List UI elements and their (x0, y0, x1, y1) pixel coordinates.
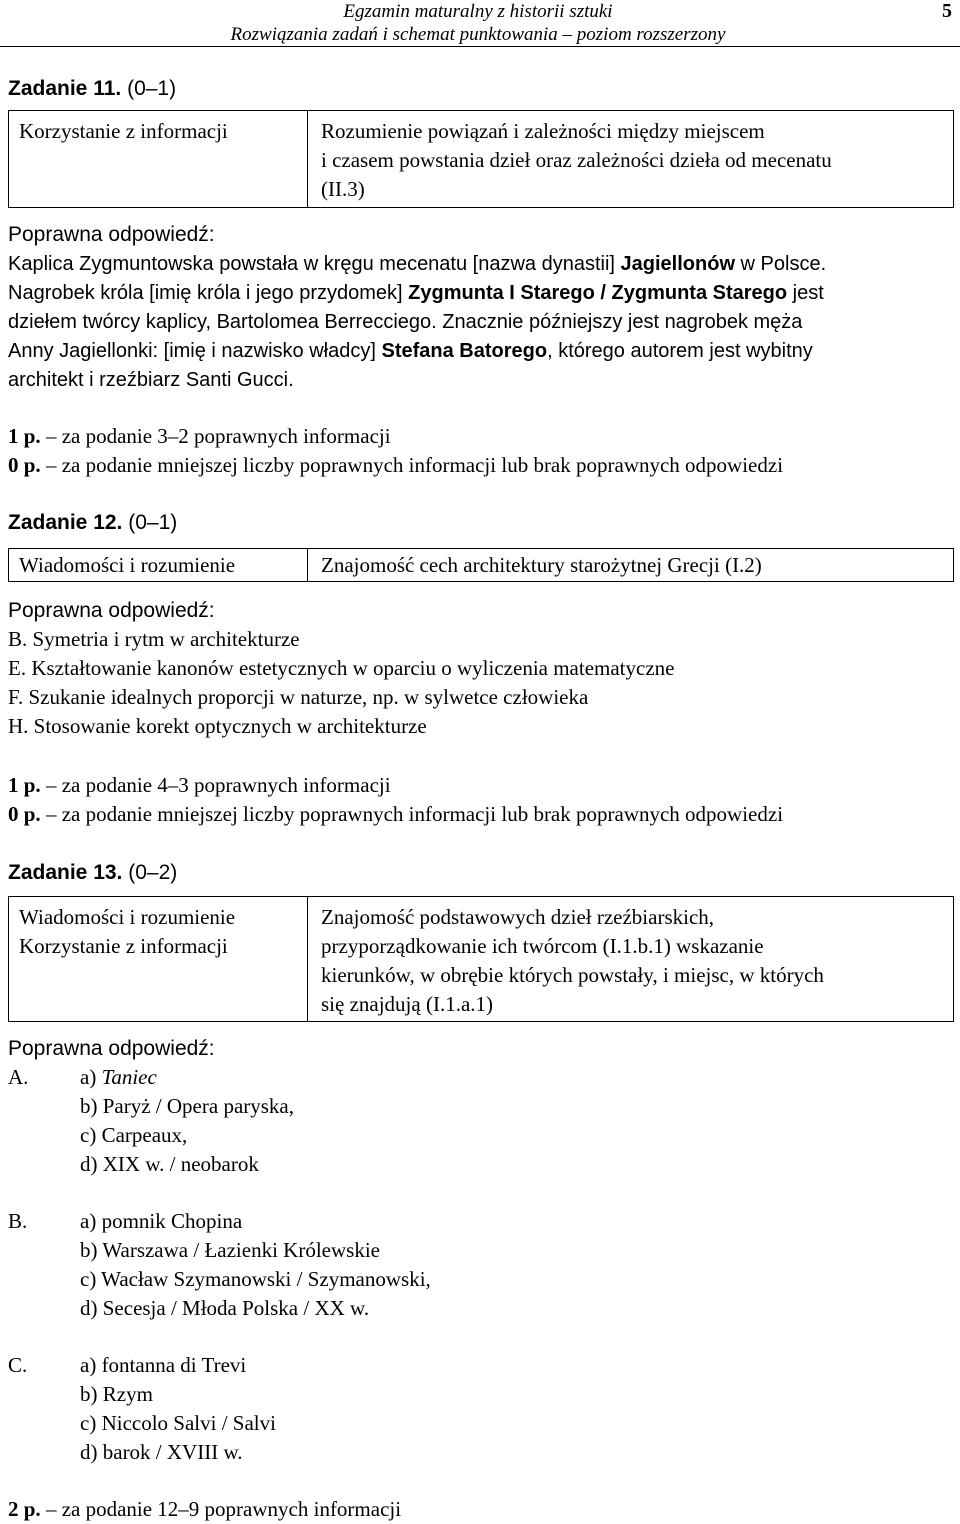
answer-line (80, 1063, 157, 1092)
answer-key-term: Jagiellonów (620, 253, 735, 275)
answer-text: Nagrobek króla [imię króla i jego przydomek] (8, 282, 409, 304)
task-11-answer-paragraph (8, 250, 956, 395)
header-title (0, 0, 956, 46)
task-13-skill-detail (321, 903, 945, 1019)
task-12-heading (8, 508, 177, 537)
score-points: 2 p. (8, 1497, 41, 1521)
skill-detail-line: kierunków, w obrębie których powstały, i miejsc, w których (321, 963, 824, 987)
task-11-skill-detail-line: i czasem powstania dzieł oraz zależności dzieła od mecenatu (321, 148, 832, 172)
answer-letter: C. (8, 1353, 28, 1377)
task-11-skill-detail-line: (II.3) (321, 177, 365, 201)
answer-item: E. Kształtowanie kanonów estetycznych w oparciu o wyliczenia matematyczne (8, 656, 675, 680)
answer-letter: A. (8, 1065, 29, 1089)
task-11-skill-detail (321, 117, 945, 204)
answer-line: d) Secesja / Młoda Polska / XX w. (80, 1296, 370, 1320)
task-11-score-1 (8, 422, 391, 451)
task-12-points: (0–1) (128, 511, 178, 534)
answer-line: architekt i rzeźbiarz Santi Gucci. (8, 369, 294, 391)
answer-item: H. Stosowanie korekt optycznych w architekturze (8, 714, 427, 738)
skill-detail-line: przyporządkowanie ich twórcom (I.1.b.1) wskazanie (321, 934, 764, 958)
answer-line: d) XIX w. / neobarok (80, 1152, 259, 1176)
answer-text: w Polsce. (735, 253, 827, 275)
task-13-answer-label: Poprawna odpowiedź: (8, 1037, 215, 1060)
answer-text: Anny Jagiellonki: [imię i nazwisko władcy] (8, 340, 382, 362)
task-13-skill-general (19, 903, 309, 961)
task-13-heading (8, 858, 177, 887)
page-number: 5 (942, 0, 952, 22)
task-12-answer-label: Poprawna odpowiedź: (8, 599, 215, 622)
header-line-exam: Egzamin maturalny z historii sztuki (343, 1, 613, 22)
score-criteria: – za podanie mniejszej liczby poprawnych informacji lub brak poprawnych odpowiedzi (40, 802, 784, 826)
task-13-points: (0–2) (128, 861, 178, 884)
task-11-skill-table (8, 110, 954, 208)
score-criteria: – za podanie 4–3 poprawnych informacji (40, 773, 391, 797)
answer-text: Kaplica Zygmuntowska powstała w kręgu mecenatu [nazwa dynastii] (8, 253, 621, 275)
task-11-heading (8, 74, 176, 103)
skill-general-line: Wiadomości i rozumienie (19, 905, 236, 929)
answer-text: jest (787, 282, 824, 304)
score-points: 1 p. (8, 773, 41, 797)
score-criteria: – za podanie mniejszej liczby poprawnych informacji lub brak poprawnych odpowiedzi (40, 453, 784, 477)
task-12-skill-general: Wiadomości i rozumienie (19, 553, 236, 577)
answer-item: B. Symetria i rytm w architekturze (8, 627, 300, 651)
answer-text: a) (80, 1065, 102, 1089)
answer-line: c) Niccolo Salvi / Salvi (80, 1411, 276, 1435)
answer-line: dziełem twórcy kaplicy, Bartolomea Berrecciego. Znacznie późniejszy jest nagrobek męża (8, 311, 803, 333)
answer-key-term: Zygmunta I Starego / Zygmunta Starego (408, 282, 788, 304)
score-criteria: – za podanie 12–9 poprawnych informacji (40, 1497, 402, 1521)
task-13-title: Zadanie 13. (8, 861, 123, 884)
page-header (0, 0, 960, 47)
answer-line: b) Warszawa / Łazienki Królewskie (80, 1238, 380, 1262)
task-12-skill-table (8, 548, 954, 582)
task-11-skill-general: Korzystanie z informacji (19, 119, 228, 143)
task-13-score-2 (8, 1495, 401, 1524)
answer-line: c) Wacław Szymanowski / Szymanowski, (80, 1267, 431, 1291)
task-12-score-1 (8, 771, 391, 800)
answer-letter: B. (8, 1209, 28, 1233)
answer-line (8, 279, 956, 308)
answer-line (8, 337, 956, 366)
header-line-solutions: Rozwiązania zadań i schemat punktowania – poziom rozszerzony (230, 24, 726, 45)
score-criteria: – za podanie 3–2 poprawnych informacji (40, 424, 391, 448)
task-11-score-0 (8, 451, 783, 480)
score-points: 1 p. (8, 424, 41, 448)
answer-key-term: Stefana Batorego (381, 340, 548, 362)
skill-detail-line: się znajdują (I.1.a.1) (321, 992, 494, 1016)
task-11-answer-label: Poprawna odpowiedź: (8, 223, 215, 246)
answer-line: c) Carpeaux, (80, 1123, 188, 1147)
answer-line: a) pomnik Chopina (80, 1209, 243, 1233)
score-points: 0 p. (8, 802, 41, 826)
task-12-score-0 (8, 800, 783, 829)
task-13-skill-table (8, 896, 954, 1022)
task-12-answer-list (8, 625, 674, 741)
answer-line (8, 250, 956, 279)
task-12-title: Zadanie 12. (8, 511, 123, 534)
answer-line: a) fontanna di Trevi (80, 1353, 247, 1377)
answer-line: b) Rzym (80, 1382, 153, 1406)
artwork-title: Taniec (101, 1065, 157, 1089)
answer-text: , którego autorem jest wybitny (547, 340, 813, 362)
skill-general-line: Korzystanie z informacji (19, 934, 228, 958)
task-12-skill-detail: Znajomość cech architektury starożytnej Grecji (I.2) (321, 553, 762, 577)
task-11-points: (0–1) (127, 77, 177, 100)
answer-item: F. Szukanie idealnych proporcji w naturze, np. w sylwetce człowieka (8, 685, 589, 709)
task-11-title: Zadanie 11. (8, 77, 122, 100)
task-11-skill-detail-line: Rozumienie powiązań i zależności między miejscem (321, 119, 765, 143)
score-points: 0 p. (8, 453, 41, 477)
answer-line: d) barok / XVIII w. (80, 1440, 243, 1464)
skill-detail-line: Znajomość podstawowych dzieł rzeźbiarskich, (321, 905, 715, 929)
answer-line: b) Paryż / Opera paryska, (80, 1094, 294, 1118)
